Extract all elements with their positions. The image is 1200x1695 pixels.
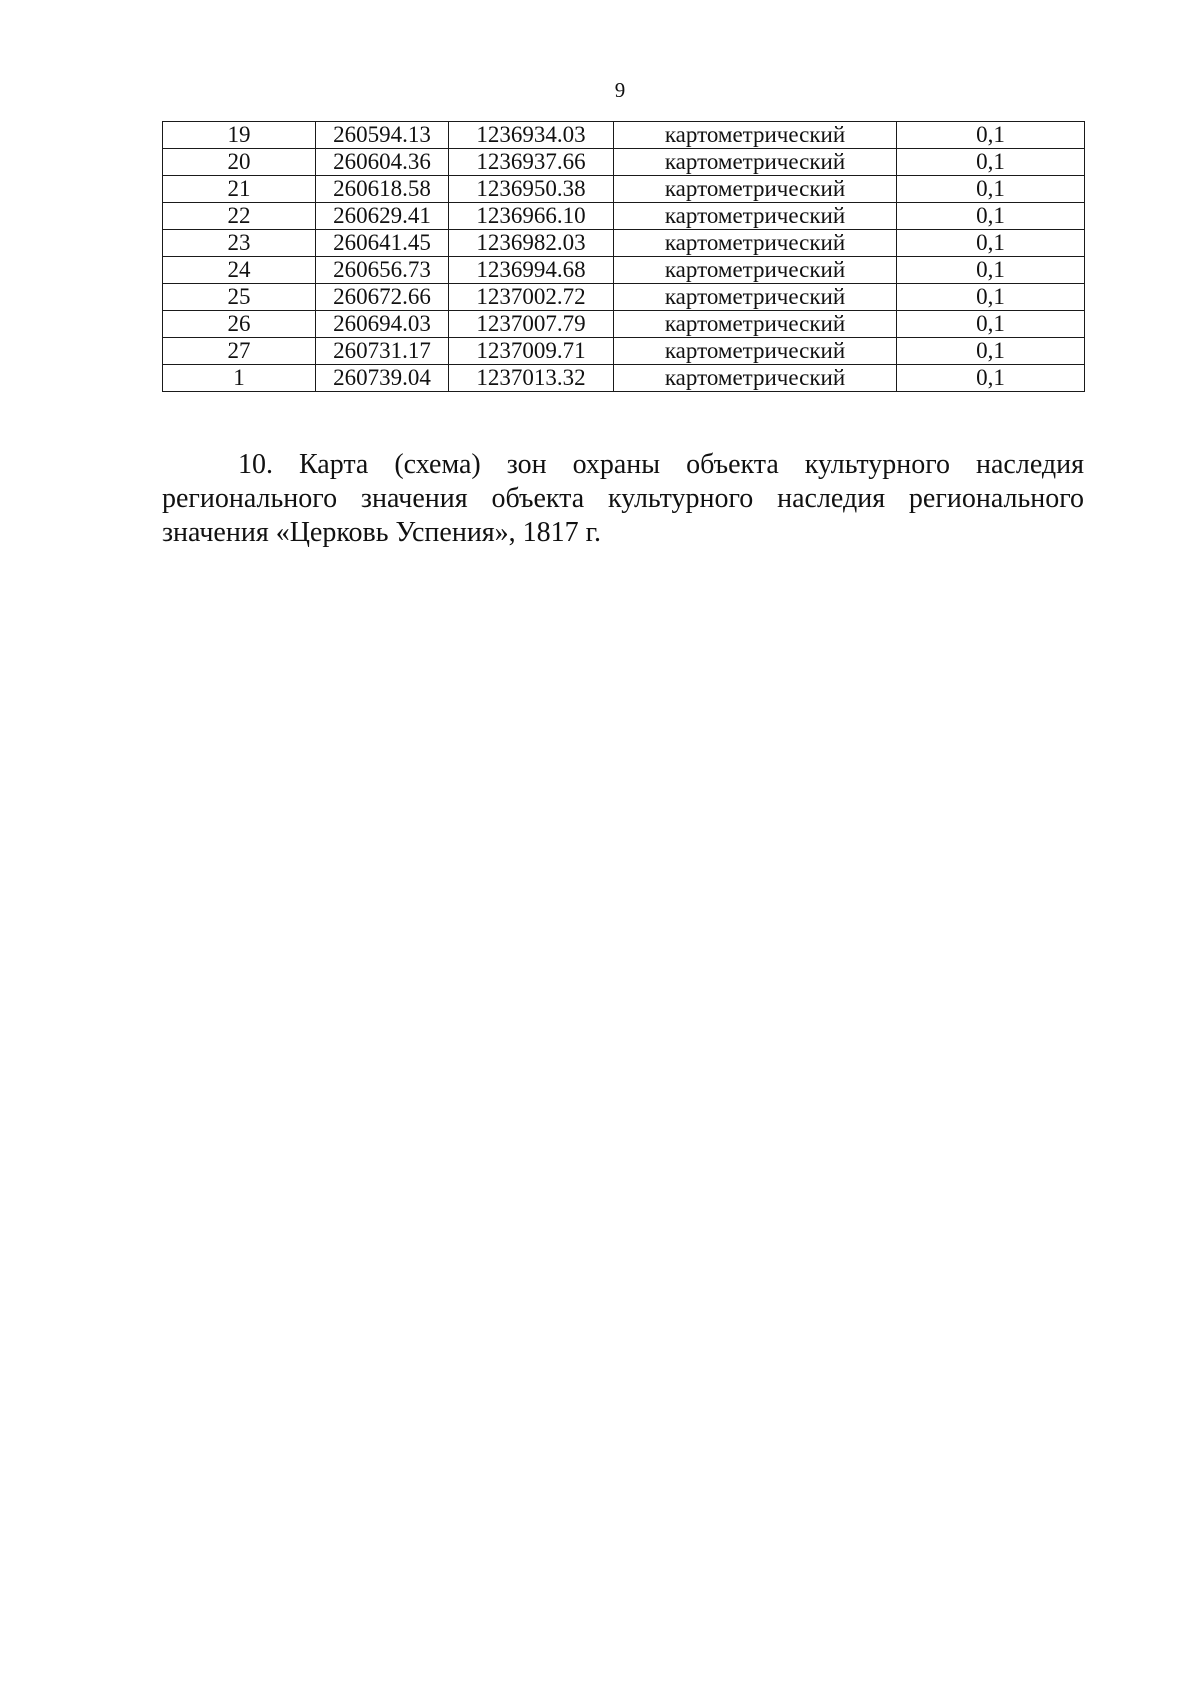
method-cell: картометрический — [614, 230, 897, 257]
method-cell: картометрический — [614, 176, 897, 203]
accuracy-cell: 0,1 — [897, 257, 1085, 284]
y-coordinate-cell: 1237007.79 — [449, 311, 614, 338]
accuracy-cell: 0,1 — [897, 149, 1085, 176]
point-number-cell: 24 — [163, 257, 316, 284]
x-coordinate-cell: 260739.04 — [316, 365, 449, 392]
accuracy-cell: 0,1 — [897, 203, 1085, 230]
page-number: 9 — [614, 78, 626, 102]
y-coordinate-cell: 1237013.32 — [449, 365, 614, 392]
accuracy-cell: 0,1 — [897, 311, 1085, 338]
method-cell: картометрический — [614, 311, 897, 338]
table-row — [163, 257, 1085, 284]
x-coordinate-cell: 260604.36 — [316, 149, 449, 176]
method-cell: картометрический — [614, 203, 897, 230]
table-row — [163, 284, 1085, 311]
x-coordinate-cell: 260594.13 — [316, 122, 449, 149]
y-coordinate-cell: 1236934.03 — [449, 122, 614, 149]
accuracy-cell: 0,1 — [897, 338, 1085, 365]
method-cell: картометрический — [614, 338, 897, 365]
table-row — [163, 176, 1085, 203]
x-coordinate-cell: 260618.58 — [316, 176, 449, 203]
x-coordinate-cell: 260656.73 — [316, 257, 449, 284]
y-coordinate-cell: 1237009.71 — [449, 338, 614, 365]
x-coordinate-cell: 260731.17 — [316, 338, 449, 365]
point-number-cell: 1 — [163, 365, 316, 392]
table-row — [163, 122, 1085, 149]
table-row — [163, 203, 1085, 230]
point-number-cell: 27 — [163, 338, 316, 365]
accuracy-cell: 0,1 — [897, 122, 1085, 149]
x-coordinate-cell: 260629.41 — [316, 203, 449, 230]
point-number-cell: 26 — [163, 311, 316, 338]
x-coordinate-cell: 260672.66 — [316, 284, 449, 311]
table-row — [163, 365, 1085, 392]
accuracy-cell: 0,1 — [897, 176, 1085, 203]
accuracy-cell: 0,1 — [897, 365, 1085, 392]
point-number-cell: 22 — [163, 203, 316, 230]
method-cell: картометрический — [614, 257, 897, 284]
section-10-paragraph: 10. Карта (схема) зон охраны объекта культурного наследия регионального значения объекта культурного наследия регионального значения «Церковь Успения», 1817 г. — [162, 449, 1084, 548]
accuracy-cell: 0,1 — [897, 284, 1085, 311]
point-number-cell: 23 — [163, 230, 316, 257]
y-coordinate-cell: 1236994.68 — [449, 257, 614, 284]
method-cell: картометрический — [614, 365, 897, 392]
x-coordinate-cell: 260641.45 — [316, 230, 449, 257]
table-row — [163, 149, 1085, 176]
y-coordinate-cell: 1236937.66 — [449, 149, 614, 176]
coordinates-table — [162, 121, 1085, 392]
point-number-cell: 25 — [163, 284, 316, 311]
point-number-cell: 21 — [163, 176, 316, 203]
accuracy-cell: 0,1 — [897, 230, 1085, 257]
table-row — [163, 311, 1085, 338]
y-coordinate-cell: 1236950.38 — [449, 176, 614, 203]
table-row — [163, 338, 1085, 365]
y-coordinate-cell: 1237002.72 — [449, 284, 614, 311]
table-row — [163, 230, 1085, 257]
point-number-cell: 19 — [163, 122, 316, 149]
method-cell: картометрический — [614, 149, 897, 176]
point-number-cell: 20 — [163, 149, 316, 176]
y-coordinate-cell: 1236982.03 — [449, 230, 614, 257]
y-coordinate-cell: 1236966.10 — [449, 203, 614, 230]
method-cell: картометрический — [614, 284, 897, 311]
method-cell: картометрический — [614, 122, 897, 149]
x-coordinate-cell: 260694.03 — [316, 311, 449, 338]
